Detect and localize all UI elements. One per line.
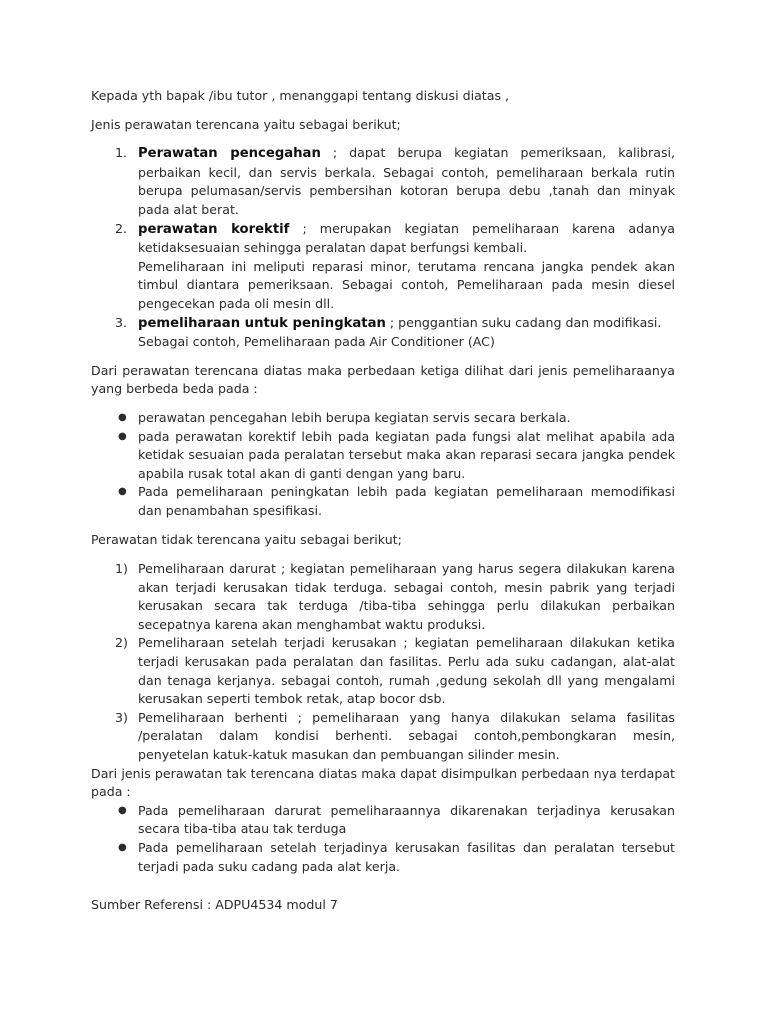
list-number: 1. — [115, 145, 128, 161]
list-number: 1) — [115, 561, 128, 577]
bullet-icon: ● — [118, 411, 127, 423]
planned-item — [91, 314, 675, 352]
list-item — [91, 483, 675, 520]
unplanned-item — [91, 709, 675, 765]
item-title: perawatan korektif — [138, 221, 290, 237]
unplanned-item — [91, 560, 675, 634]
unplanned-bullet-list — [91, 802, 675, 876]
item-text: Pemeliharaan berhenti ; pemeliharaan yang hanya dilakukan selama fasilitas /peralatan dalam kondisi berhenti. sebagai contoh,pembongkaran mesin, penyetelan katuk-katuk masukan dan pembuangan silinder mesin. — [138, 709, 675, 762]
unplanned-heading: Perawatan tidak terencana yaitu sebagai berikut; — [91, 532, 402, 548]
item-text-continued: Sebagai contoh, Pemeliharaan pada Air Conditioner (AC) — [138, 334, 495, 350]
unplanned-item — [91, 634, 675, 708]
bullet-text: Pada pemeliharaan darurat pemeliharaannya dikarenakan terjadinya kerusakan secara tiba-tiba atau tak terduga — [138, 802, 675, 837]
planned-item — [91, 220, 675, 314]
bullet-text: pada perawatan korektif lebih pada kegiatan pada fungsi alat melihat apabila ada ketidak sesuaian pada peralatan tersebut maka akan reparasi secara jangka pendek apabila rusak total akan di ganti dengan yang baru. — [138, 428, 675, 481]
planned-summary: Dari perawatan terencana diatas maka perbedaan ketiga dilihat dari jenis pemeliharaanya yang berbeda beda pada : — [91, 362, 675, 397]
item-title: pemeliharaan untuk peningkatan — [138, 315, 386, 331]
bullet-text: Pada pemeliharaan setelah terjadinya kerusakan fasilitas dan peralatan tersebut terjadi pada suku cadang pada alat kerja. — [138, 839, 675, 874]
item-text-continued: Pemeliharaan ini meliputi reparasi minor, terutama rencana jangka pendek akan timbul diantara pemeriksaan. Sebagai contoh, Pemeliharaan pada mesin diesel pengecekan pada oli mesin dll. — [138, 258, 675, 311]
planned-bullet-list — [91, 409, 675, 521]
item-text: Pemeliharaan setelah terjadi kerusakan ; kegiatan pemeliharaan dilakukan ketika terjadi kerusakan pada peralatan dan fasilitas. Perlu ada suku cadangan, alat-alat dan tenaga kerjanya. sebagai contoh, rumah ,gedung sekolah dll yang mengalami kerusakan seperti tembok retak, atap bocor dsb. — [138, 635, 675, 707]
list-number: 3. — [115, 314, 128, 330]
list-item — [91, 802, 675, 839]
list-number: 2) — [115, 635, 128, 651]
item-text: ; dapat berupa kegiatan pemeriksaan, kalibrasi, perbaikan kecil, dan servis berkala. Sebagai contoh, pemeliharaan berkala rutin berupa pelumasan/servis pembersihan kotoran berupa debu ,tanah dan minyak pada alat berat. — [138, 145, 676, 217]
item-title: Perawatan pencegahan — [138, 146, 321, 162]
planned-item — [91, 144, 675, 219]
list-number: 3) — [115, 709, 128, 725]
item-text: Pemeliharaan darurat ; kegiatan pemeliharaan yang harus segera dilakukan karena akan terjadi kerusakan tidak terduga. sebagai contoh, mesin pabrik yang terjadi kerusakan secara tak terduga /tiba-tiba sehingga perlu dilakukan perbaikan secepatnya karena akan menghambat waktu produksi. — [138, 561, 675, 632]
bullet-text: Pada pemeliharaan peningkatan lebih pada kegiatan pemeliharaan memodifikasi dan penambahan spesifikasi. — [138, 484, 675, 518]
planned-heading: Jenis perawatan terencana yaitu sebagai berikut; — [91, 116, 401, 132]
bullet-icon: ● — [118, 430, 127, 442]
bullet-text: perawatan pencegahan lebih berupa kegiatan servis secara berkala. — [138, 409, 571, 425]
list-item — [91, 409, 675, 428]
bullet-icon: ● — [118, 486, 127, 498]
item-text: ; merupakan kegiatan pemeliharaan karena adanya ketidaksesuaian sehingga peralatan dapat berfungsi kembali. — [138, 220, 675, 256]
bullet-icon: ● — [118, 841, 127, 853]
unplanned-summary: Dari jenis perawatan tak terencana diatas maka dapat disimpulkan perbedaan nya terdapat pada : — [91, 765, 675, 800]
list-number: 2. — [115, 220, 128, 236]
reference-line: Sumber Referensi : ADPU4534 modul 7 — [91, 897, 338, 913]
item-text: ; penggantian suku cadang dan modifikasi. — [385, 314, 662, 330]
list-item — [91, 428, 675, 484]
intro-line: Kepada yth bapak /ibu tutor , menanggapi tentang diskusi diatas , — [91, 88, 510, 103]
planned-list — [91, 144, 675, 352]
unplanned-list — [91, 560, 675, 765]
bullet-icon: ● — [118, 804, 127, 816]
document-page — [91, 87, 675, 915]
list-item — [91, 839, 675, 876]
